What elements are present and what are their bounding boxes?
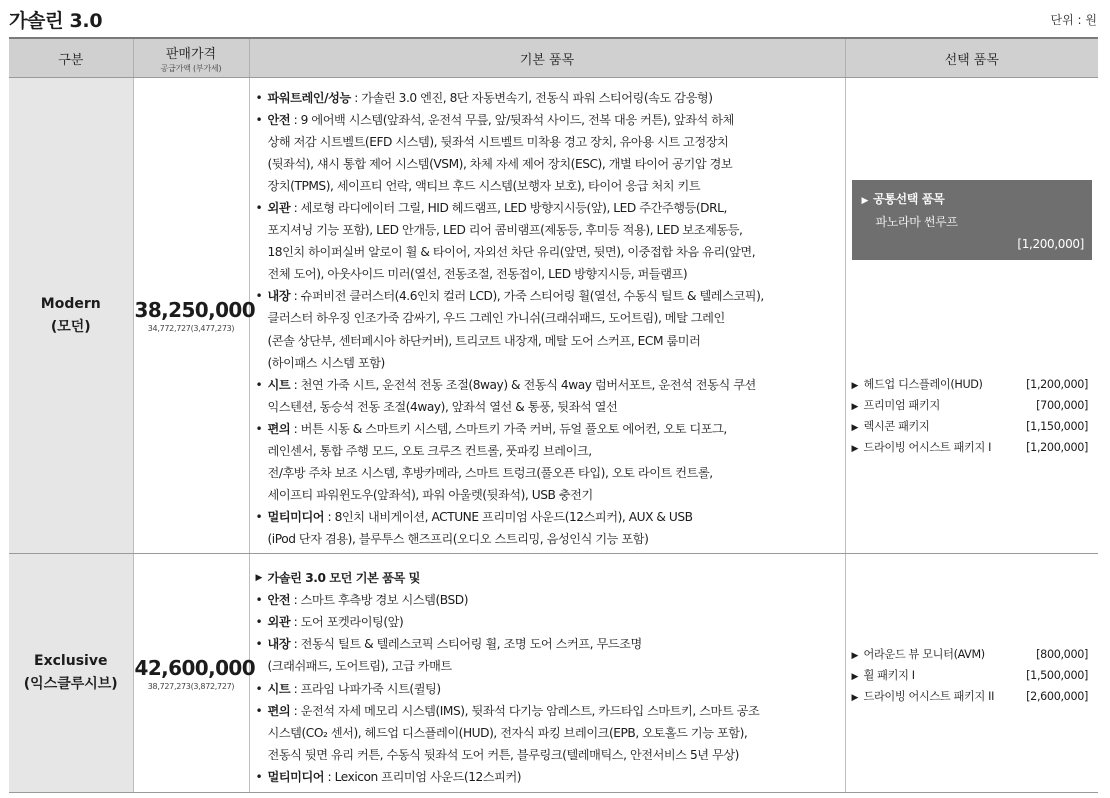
option-price: [1,200,000]	[1026, 377, 1088, 391]
feature-text: (하이패스 시스템 포함)	[267, 355, 385, 370]
bullet-icon: •	[255, 615, 263, 630]
options-cell-exclusive	[845, 554, 1098, 793]
column-header-price	[133, 38, 249, 78]
feature-text: : 전동식 틸트 & 텔레스코픽 스티어링 휠, 조명 도어 스커프, 무드조명	[290, 637, 642, 652]
feature-item	[256, 418, 839, 506]
feature-text: (크래쉬패드, 도어트림), 고급 카매트	[267, 659, 452, 674]
trim-name: Modern	[40, 295, 101, 312]
common-option-item: 파노라마 썬루프	[875, 214, 958, 229]
header-row	[9, 38, 1098, 78]
feature-text: (콘솔 상단부, 센터페시아 하단커버), 트리코트 내장재, 메탈 도어 스커프, ECM 룸미러	[267, 333, 701, 348]
option-item	[852, 375, 1089, 396]
feature-text: 포지셔닝 기능 포함), LED 안개등, LED 리어 콤비램프(제동등, 후미등 적용), LED 보조제동등,	[267, 223, 743, 238]
feature-text: : 스마트 후측방 경보 시스템(BSD)	[290, 593, 469, 608]
common-options-box	[852, 180, 1093, 260]
feature-item	[256, 374, 839, 418]
arrow-icon: ▶	[851, 672, 859, 682]
option-item	[852, 417, 1089, 438]
feature-text: : 버튼 시동 & 스마트키 시스템, 스마트키 가죽 커버, 듀얼 풀오토 에어컨, 오토 디포그,	[290, 421, 727, 436]
option-name: 드라이빙 어시스트 패키지 II	[863, 690, 995, 703]
column-header-options: 선택 품목	[845, 38, 1098, 78]
feature-text: : 천연 가죽 시트, 운전석 전동 조절(8way) & 전동식 4way 럼버서포트, 운전석 전동식 쿠션	[290, 377, 756, 392]
feature-text: 장치(TPMS), 세이프티 언락, 액티브 후드 시스템(보행자 보호), 타이어 응급 처치 키트	[267, 178, 701, 193]
feature-item	[256, 611, 839, 633]
feature-text: 상해 저감 시트벨트(EFD 시스템), 뒷좌석 시트벨트 미착용 경고 장치, 유아용 시트 고정장치	[267, 134, 729, 149]
feature-item	[256, 766, 839, 788]
sale-price: 38,250,000	[134, 298, 256, 322]
bullet-icon: •	[255, 769, 263, 784]
bullet-icon: •	[255, 421, 263, 436]
feature-text: 전/후방 주차 보조 시스템, 후방카메라, 스마트 트렁크(풀오픈 타입), 오토 라이트 컨트롤,	[267, 466, 713, 481]
option-item	[852, 687, 1089, 708]
trim-cell-modern	[9, 78, 133, 554]
trim-row-modern	[9, 78, 1098, 554]
arrow-icon: ▶	[851, 443, 859, 454]
standard-features-exclusive	[249, 554, 845, 793]
feature-category: 안전	[267, 112, 291, 127]
arrow-icon: ▶	[861, 195, 869, 206]
arrow-icon: ▶	[255, 573, 262, 584]
feature-category: 파워트레인/성능	[267, 90, 351, 105]
bullet-icon: •	[255, 593, 263, 608]
bullet-icon: •	[255, 112, 263, 127]
feature-category: 내장	[267, 289, 291, 304]
feature-item	[256, 589, 839, 611]
bullet-icon: •	[255, 681, 263, 696]
feature-text: 시스템(CO₂ 센서), 헤드업 디스플레이(HUD), 전자식 파킹 브레이크(EPB, 오토홀드 기능 포함),	[267, 725, 748, 740]
feature-lead: ▶ 가솔린 3.0 모던 기본 품목 및	[256, 567, 839, 589]
trim-name-kr: (모던)	[50, 318, 91, 335]
common-option-price: [1,200,000]	[1017, 236, 1084, 251]
option-price: [800,000]	[1036, 648, 1088, 661]
arrow-icon: ▶	[851, 693, 859, 703]
bullet-icon: •	[255, 289, 263, 304]
column-header-price-sub: 공급가액 (부가세)	[160, 63, 222, 73]
bullet-icon: •	[255, 637, 263, 652]
bullet-icon: •	[255, 703, 263, 718]
bullet-icon: •	[255, 510, 263, 525]
feature-category: 내장	[267, 637, 291, 652]
price-cell-modern	[133, 78, 256, 554]
trim-cell-exclusive	[9, 554, 133, 793]
feature-category: 외관	[267, 615, 291, 630]
feature-text: 익스텐션, 동승석 전동 조절(4way), 앞좌석 열선 & 통풍, 뒷좌석 열선	[267, 399, 618, 414]
feature-category: 외관	[267, 200, 291, 215]
feature-list	[256, 87, 839, 551]
arrow-icon: ▶	[851, 651, 859, 661]
option-name: 렉시콘 패키지	[863, 419, 930, 433]
sale-price: 42,600,000	[134, 655, 256, 680]
price-table	[9, 37, 1098, 793]
option-price: [1,500,000]	[1026, 669, 1088, 682]
feature-text: : Lexicon 프리미엄 사운드(12스피커)	[324, 769, 522, 784]
feature-item	[256, 633, 839, 677]
option-price: [700,000]	[1036, 398, 1088, 412]
feature-item	[256, 506, 839, 550]
feature-text: : 프라임 나파가죽 시트(퀼팅)	[290, 681, 441, 696]
arrow-icon: ▶	[851, 380, 859, 391]
feature-list	[256, 589, 839, 788]
bullet-icon: •	[255, 200, 263, 215]
feature-text: : 세로형 라디에이터 그릴, HID 헤드램프, LED 방향지시등(앞), LED 주간주행등(DRL,	[290, 200, 727, 215]
feature-text: (뒷좌석), 섀시 통합 제어 시스템(VSM), 차체 자세 제어 장치(ESC), 개별 타이어 공기압 경보	[267, 156, 733, 171]
feature-text: 레인센서, 통합 주행 모드, 오토 크루즈 컨트롤, 풋파킹 브레이크,	[267, 444, 592, 459]
feature-text: (iPod 단자 겸용), 블루투스 핸즈프리(오디오 스트리밍, 음성인식 기능 포함)	[267, 532, 649, 547]
option-item	[852, 438, 1089, 459]
feature-text: 18인치 하이퍼실버 알로이 휠 & 타이어, 자외선 차단 유리(앞면, 뒷면), 이중접합 차음 유리(앞면,	[267, 245, 756, 260]
unit-label: 단위 : 원	[1050, 13, 1097, 27]
feature-category: 시트	[267, 681, 291, 696]
feature-category: 편의	[267, 703, 291, 718]
feature-text: : 8인치 내비게이션, ACTUNE 프리미엄 사운드(12스피커), AUX & USB	[324, 510, 693, 525]
feature-category: 안전	[267, 593, 291, 608]
option-item	[852, 645, 1089, 666]
option-name: 프리미엄 패키지	[863, 398, 940, 412]
trim-name-kr: (익스클루시브)	[23, 676, 118, 692]
feature-item	[256, 87, 839, 109]
arrow-icon: ▶	[851, 401, 859, 412]
option-price: [1,200,000]	[1026, 440, 1088, 454]
feature-category: 편의	[267, 421, 291, 436]
feature-text: 전동식 뒷면 유리 커튼, 수동식 뒷좌석 도어 커튼, 블루링크(텔레매틱스, 안전서비스 5년 무상)	[267, 747, 739, 762]
feature-text: : 가솔린 3.0 엔진, 8단 자동변속기, 전동식 파워 스티어링(속도 감응형)	[350, 90, 713, 105]
feature-item	[256, 285, 839, 373]
option-price: [1,150,000]	[1026, 419, 1088, 433]
page-title: 가솔린 3.0	[9, 10, 103, 32]
option-item	[852, 666, 1089, 687]
feature-item	[256, 197, 839, 285]
feature-text: 세이프티 파워윈도우(앞좌석), 파워 아울렛(뒷좌석), USB 충전기	[267, 488, 593, 503]
option-item	[852, 396, 1089, 417]
feature-text: : 슈퍼비전 클러스터(4.6인치 컬러 LCD), 가죽 스티어링 휠(열선, 수동식 틸트 & 텔레스코픽),	[290, 289, 764, 304]
bullet-icon: •	[255, 377, 263, 392]
feature-text: : 도어 포켓라이팅(앞)	[290, 615, 404, 630]
column-header-price-label: 판매가격	[165, 46, 217, 62]
feature-category: 멀티미디어	[267, 769, 325, 784]
price-cell-exclusive	[133, 554, 256, 793]
feature-category: 시트	[267, 377, 291, 392]
column-header-trim: 구분	[9, 38, 133, 78]
option-name: 휠 패키지 I	[863, 669, 915, 682]
options-cell-modern	[845, 78, 1098, 554]
supply-price: 38,727,273(3,872,727)	[147, 681, 235, 691]
feature-item	[256, 700, 839, 766]
supply-price: 34,772,727(3,477,273)	[147, 324, 235, 333]
feature-text: : 운전석 자세 메모리 시스템(IMS), 뒷좌석 다기능 암레스트, 카드타입 스마트키, 스마트 공조	[290, 703, 760, 718]
column-header-standard: 기본 품목	[249, 38, 845, 78]
feature-category: 멀티미디어	[267, 510, 325, 525]
feature-text: : 9 에어백 시스템(앞좌석, 운전석 무릎, 앞/뒷좌석 사이드, 전복 대응 커튼), 앞좌석 하체	[290, 112, 734, 127]
feature-item	[256, 109, 839, 197]
option-list	[852, 645, 1089, 708]
bullet-icon: •	[255, 90, 263, 105]
feature-item	[256, 678, 839, 700]
feature-text: 클러스터 하우징 인조가죽 감싸기, 우드 그레인 가니쉬(크래쉬패드, 도어트림), 메탈 그레인	[267, 311, 725, 326]
option-list	[852, 375, 1089, 459]
trim-name: Exclusive	[34, 653, 108, 669]
option-name: 어라운드 뷰 모니터(AVM)	[863, 648, 985, 661]
option-name: 드라이빙 어시스트 패키지 I	[863, 440, 992, 454]
common-options-title: ▶ 공통선택 품목	[861, 191, 945, 206]
option-name: 헤드업 디스플레이(HUD)	[863, 377, 983, 391]
arrow-icon: ▶	[851, 422, 859, 433]
feature-text: 전체 도어), 아웃사이드 미러(열선, 전동조절, 전동접이, LED 방향지시등, 퍼들램프)	[267, 267, 688, 282]
standard-features-modern	[249, 78, 845, 554]
option-price: [2,600,000]	[1026, 690, 1088, 703]
trim-row-exclusive	[9, 554, 1098, 793]
